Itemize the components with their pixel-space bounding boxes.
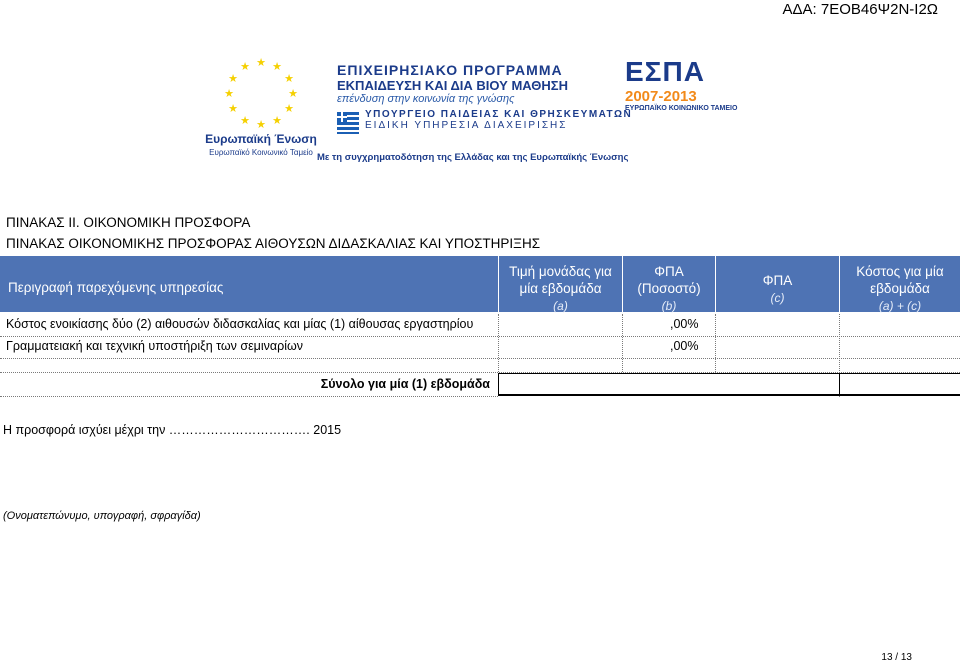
column-divider (498, 314, 499, 372)
program-title: ΕΠΙΧΕΙΡΗΣΙΑΚΟ ΠΡΟΓΡΑΜΜΑ (337, 62, 563, 78)
total-label: Σύνολο για μία (1) εβδομάδα (320, 377, 490, 391)
header-unit-price-l1: Τιμή μονάδας για (509, 264, 612, 279)
header-cost-tag: (a) + (c) (878, 299, 922, 313)
header-unit-price-l2: μία εβδομάδα (519, 281, 602, 296)
row-vat-percent: ,00% (670, 339, 699, 353)
column-divider (622, 314, 623, 372)
svg-text:★: ★ (272, 115, 282, 127)
table-row (0, 314, 960, 337)
program-logo (337, 62, 632, 131)
ministry-name: ΥΠΟΥΡΓΕΙΟ ΠΑΙΔΕΙΑΣ ΚΑΙ ΘΡΗΣΚΕΥΜΑΤΩΝ (365, 109, 633, 120)
table-title: ΠΙΝΑΚΑΣ ΟΙΚΟΝΟΜΙΚΗΣ ΠΡΟΣΦΟΡΑΣ ΑΙΘΟΥΣΩΝ ΔΙΔΑΣΚΑΛΙΑΣ ΚΑΙ ΥΠΟΣΤΗΡΙΞΗΣ (6, 236, 541, 251)
logo-banner (205, 52, 745, 164)
eu-fund-name: Ευρωπαϊκό Κοινωνικό Ταμείο (209, 148, 313, 157)
svg-text:★: ★ (228, 73, 238, 85)
header-vat-percent-l1: ΦΠΑ (654, 264, 684, 279)
total-row (0, 373, 498, 397)
svg-text:★: ★ (240, 115, 250, 127)
header-description-label: Περιγραφή παρεχόμενης υπηρεσίας (8, 280, 224, 295)
row-description: Γραμματειακή και τεχνική υποστήριξη των σεμιναρίων (6, 339, 304, 353)
eu-flag-stars-icon (211, 52, 311, 132)
row-vat-percent: ,00% (670, 317, 699, 331)
page-number: 13 / 13 (881, 652, 912, 663)
table-row (0, 336, 960, 359)
offer-validity: Η προσφορά ισχύει μέχρι την ……………………………. 2015 (3, 423, 342, 437)
total-value-cell (498, 373, 960, 396)
svg-text:★: ★ (272, 61, 282, 73)
svg-text:★: ★ (284, 73, 294, 85)
header-cost-l2: εβδομάδα (870, 281, 930, 296)
total-cost-divider (839, 373, 840, 396)
program-motto: επένδυση στην κοινωνία της γνώσης (337, 93, 515, 105)
svg-text:★: ★ (288, 88, 298, 100)
espa-fund: ΕΥΡΩΠΑΪΚΟ ΚΟΙΝΩΝΙΚΟ ΤΑΜΕΙΟ (625, 105, 738, 112)
header-description (0, 256, 498, 312)
espa-logo (625, 56, 745, 112)
svg-text:★: ★ (284, 103, 294, 115)
svg-text:★: ★ (240, 61, 250, 73)
svg-text:★: ★ (256, 119, 266, 131)
row-description: Κόστος ενοικίασης δύο (2) αιθουσών διδασκαλίας και μίας (1) αίθουσας εργαστηρίου (6, 317, 474, 331)
column-divider (715, 314, 716, 372)
program-name: ΕΚΠΑΙΔΕΥΣΗ ΚΑΙ ΔΙΑ ΒΙΟΥ ΜΑΘΗΣΗ (337, 78, 568, 93)
header-cost (840, 256, 960, 312)
header-unit-price (499, 256, 622, 312)
espa-title: ΕΣΠΑ (625, 56, 705, 87)
header-unit-price-tag: (a) (553, 299, 568, 313)
eu-logo-label (205, 132, 317, 160)
svg-text:★: ★ (256, 57, 266, 69)
header-vat-percent-l2: (Ποσοστό) (637, 281, 701, 296)
header-vat-tag: (c) (770, 291, 785, 305)
eu-name: Ευρωπαϊκή Ένωση (205, 132, 317, 146)
header-vat-l1: ΦΠΑ (762, 273, 793, 288)
header-cost-l1: Κόστος για μία (856, 264, 944, 279)
svg-text:★: ★ (228, 103, 238, 115)
header-vat-percent (623, 256, 715, 312)
page-title: ΠΙΝΑΚΑΣ ΙΙ. ΟΙΚΟΝΟΜΙΚΗ ΠΡΟΣΦΟΡΑ (6, 215, 251, 230)
signature-line: (Ονοματεπώνυμο, υπογραφή, σφραγίδα) (3, 510, 201, 522)
header-vat (716, 256, 839, 312)
svg-text:★: ★ (224, 88, 234, 100)
table-row-empty (0, 358, 960, 373)
document-reference: ΑΔΑ: 7ΕΟΒ46Ψ2Ν-Ι2Ω (782, 1, 938, 18)
espa-years: 2007-2013 (625, 88, 697, 105)
cofunding-note: Με τη συγχρηματοδότηση της Ελλάδας και της Ευρωπαϊκής Ένωσης (317, 152, 629, 163)
header-vat-percent-tag: (b) (661, 299, 677, 313)
service-name: ΕΙΔΙΚΗ ΥΠΗΡΕΣΙΑ ΔΙΑΧΕΙΡΙΣΗΣ (365, 120, 568, 131)
